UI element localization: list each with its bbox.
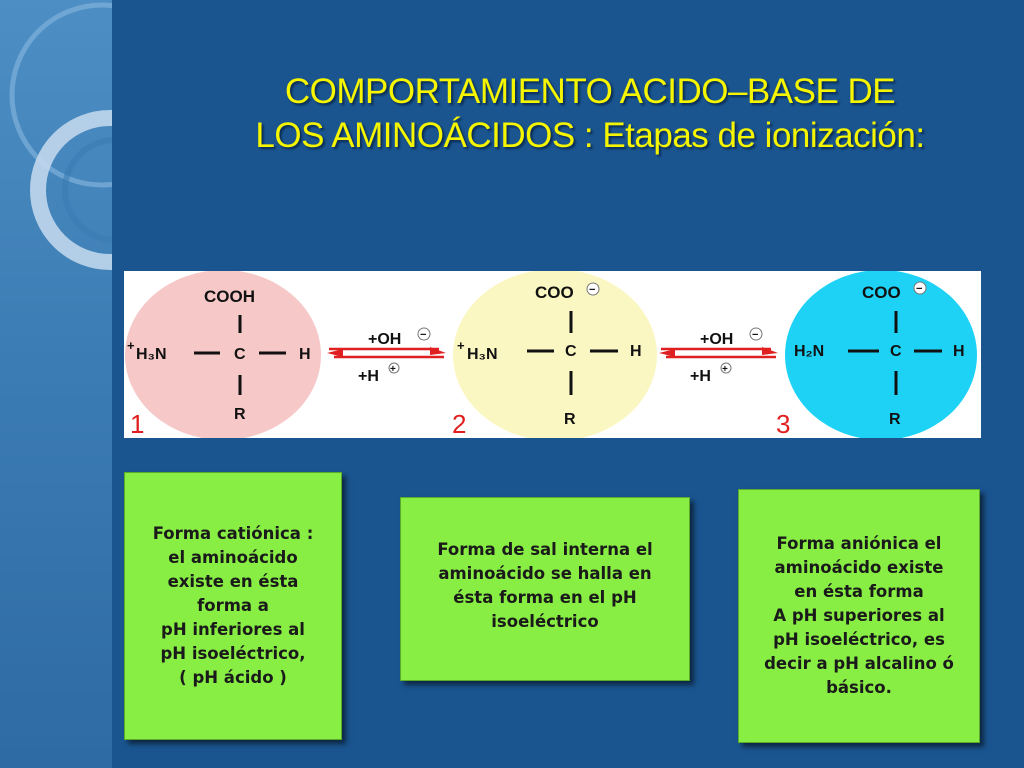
equilibrium-arrows-2-3 — [659, 328, 778, 385]
form-1-left-charge: + — [127, 338, 135, 353]
equilibrium-2-forward-label: +OH — [700, 331, 734, 348]
equilibrium-1-reverse-charge: + — [390, 364, 396, 375]
form-2-right-atom: H — [630, 343, 642, 360]
zwitterion-form-box — [400, 497, 690, 681]
equilibrium-1-forward-charge: − — [420, 329, 427, 341]
equilibrium-arrows-1-2 — [327, 328, 446, 385]
form-3-left-group: H₂N — [794, 343, 825, 360]
form-2-top-group: COO — [535, 283, 574, 302]
cationic-form-text: Forma catiónica : el aminoácido existe en ésta forma a pH inferiores al pH isoeléctrico, ( pH ácido ) — [152, 524, 314, 687]
slide-title-line-2: LOS AMINOÁCIDOS : Etapas de ionización: — [255, 116, 925, 155]
form-2-top-charge: − — [589, 284, 596, 296]
form-3-top-group: COO — [862, 283, 901, 302]
form-3-right-atom: H — [953, 343, 965, 360]
slide-title-line-1: COMPORTAMIENTO ACIDO–BASE DE — [284, 72, 896, 111]
form-1-number: 1 — [130, 409, 145, 438]
form-3-top-charge: − — [916, 283, 923, 295]
zwitterion-form-text: Forma de sal interna el aminoácido se halla en ésta forma en el pH isoeléctrico — [437, 540, 653, 631]
form-3-center-atom: C — [890, 343, 902, 360]
ionization-form-2 — [452, 271, 657, 438]
equilibrium-1-forward-label: +OH — [368, 331, 402, 348]
form-1-left-group: H₃N — [136, 346, 167, 363]
anionic-form-text: Forma aniónica el aminoácido existe en ésta forma A pH superiores al pH isoeléctrico, es decir a pH alcalino ó básico. — [764, 534, 954, 697]
ionization-form-1 — [125, 271, 321, 438]
ionization-form-3 — [776, 271, 977, 438]
form-2-number: 2 — [452, 409, 467, 438]
ionization-diagram — [124, 271, 981, 438]
decorative-rings — [0, 0, 112, 768]
equilibrium-2-reverse-label: +H — [690, 368, 711, 385]
form-1-top-group: COOH — [204, 287, 255, 306]
form-1-right-atom: H — [299, 346, 311, 363]
form-3-number: 3 — [776, 409, 791, 438]
form-2-left-group: H₃N — [467, 346, 498, 363]
form-2-left-charge: + — [457, 338, 465, 353]
cationic-form-box — [124, 472, 342, 740]
form-1-center-atom: C — [234, 346, 246, 363]
anionic-form-box — [738, 489, 980, 743]
equilibrium-2-reverse-charge: + — [722, 364, 728, 375]
form-3-bottom-group: R — [889, 411, 901, 428]
decorative-side-panel — [0, 0, 112, 768]
form-2-bottom-group: R — [564, 411, 576, 428]
equilibrium-2-forward-charge: − — [752, 329, 759, 341]
slide-title — [150, 70, 1024, 158]
equilibrium-1-reverse-label: +H — [358, 368, 379, 385]
form-2-center-atom: C — [565, 343, 577, 360]
form-1-bottom-group: R — [234, 406, 246, 423]
